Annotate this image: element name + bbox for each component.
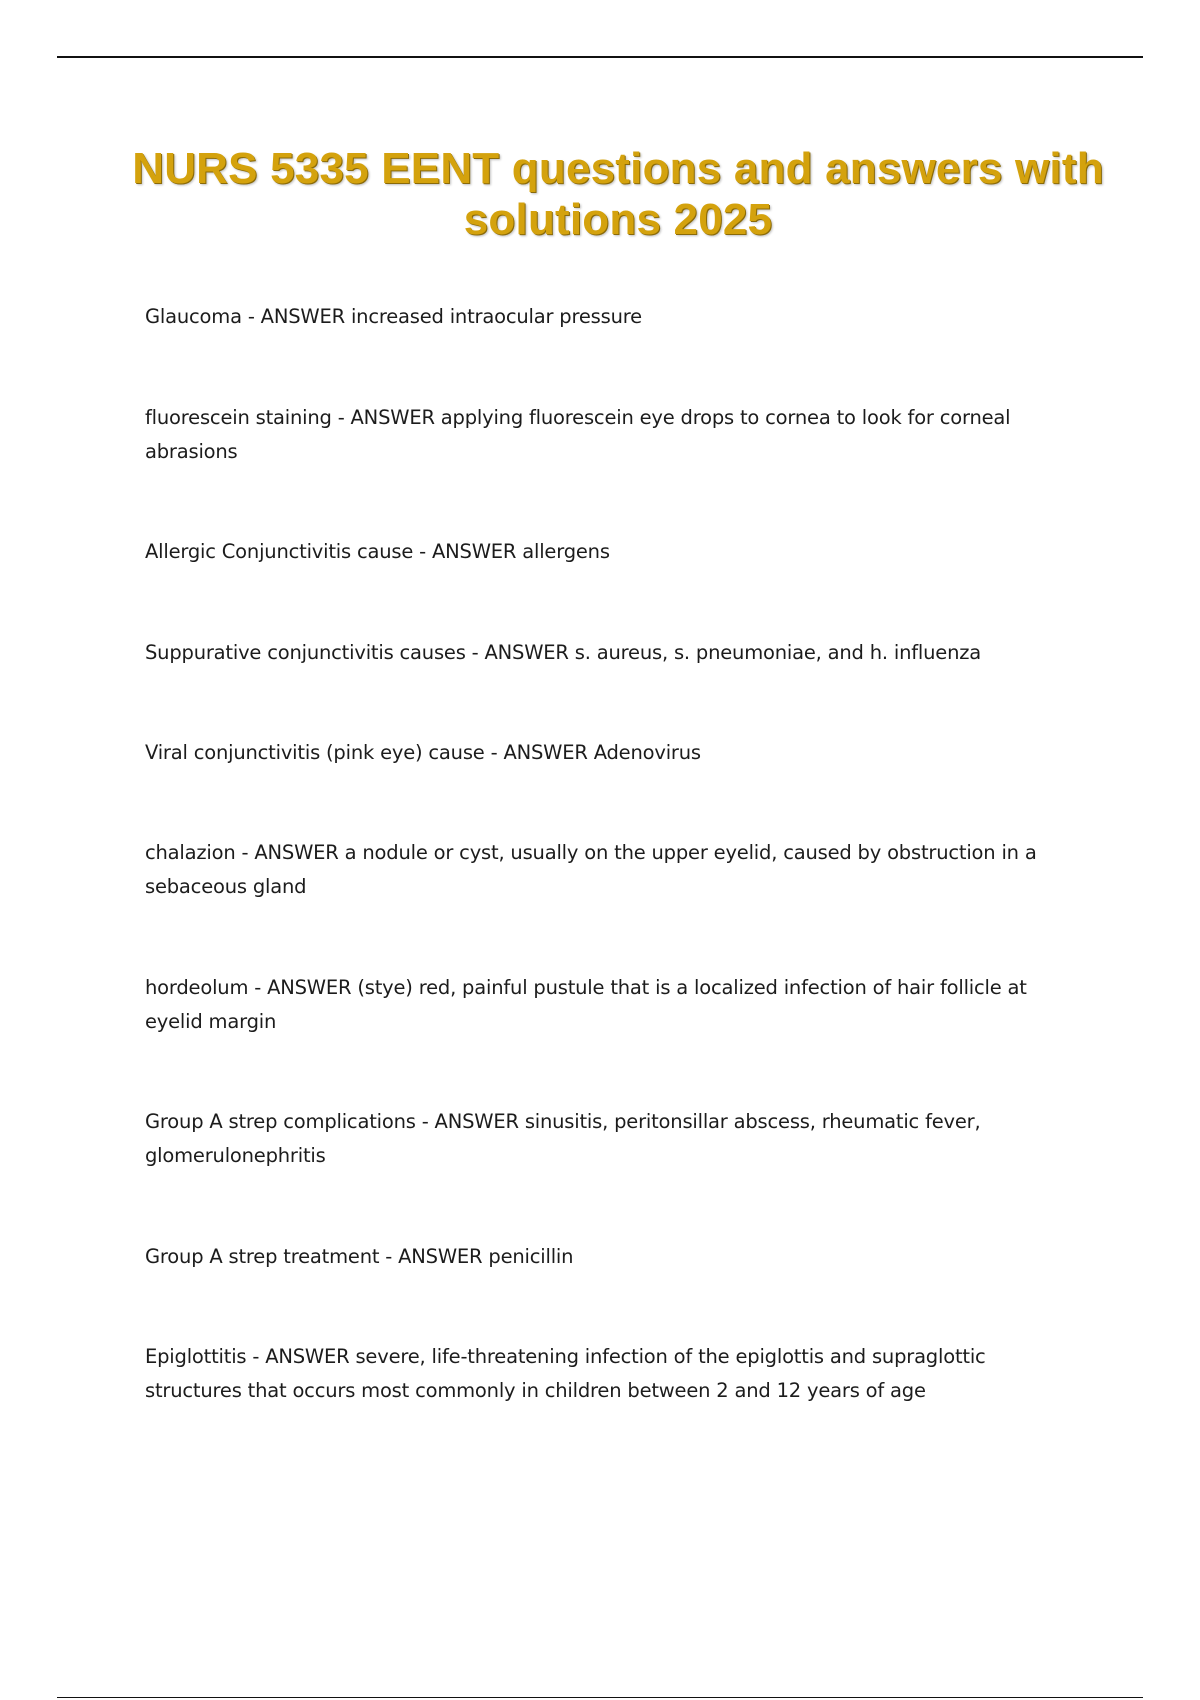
qa-separator: - ANSWER — [415, 1110, 525, 1133]
qa-item — [145, 836, 1065, 904]
qa-separator: - ANSWER — [484, 741, 594, 764]
qa-item — [145, 401, 1065, 469]
qa-answer: increased intraocular pressure — [350, 305, 642, 328]
qa-answer: penicillin — [488, 1245, 574, 1268]
qa-answer: severe, life-threatening infection of the epiglottis and supraglottic structures that occurs most commonly in children between 2 and 12 years of age — [145, 1345, 986, 1402]
qa-answer: a nodule or cyst, usually on the upper eyelid, caused by obstruction in a sebaceous gland — [145, 841, 1037, 898]
qa-separator: - ANSWER — [465, 641, 575, 664]
qa-separator: - ANSWER — [379, 1245, 489, 1268]
qa-answer: allergens — [522, 540, 610, 563]
qa-term: Allergic Conjunctivitis cause — [145, 540, 414, 563]
qa-term: hordeolum — [145, 976, 249, 999]
qa-separator: - ANSWER — [235, 841, 345, 864]
qa-term: Glaucoma — [145, 305, 242, 328]
bottom-rule — [57, 1697, 1143, 1698]
qa-term: Group A strep treatment — [145, 1245, 380, 1268]
qa-term: Viral conjunctivitis (pink eye) cause — [145, 741, 485, 764]
document-title: NURS 5335 EENT questions and answers with solutions 2025 — [132, 144, 1104, 244]
qa-answer: Adenovirus — [593, 741, 701, 764]
qa-answer: s. aureus, s. pneumoniae, and h. influenza — [574, 641, 982, 664]
qa-separator: - ANSWER — [248, 976, 358, 999]
top-rule — [57, 56, 1143, 58]
qa-item — [145, 1105, 1065, 1173]
qa-item — [145, 535, 1065, 569]
qa-separator: - ANSWER — [331, 406, 441, 429]
qa-item — [145, 971, 1065, 1039]
qa-term: Group A strep complications — [145, 1110, 416, 1133]
qa-item — [145, 1340, 1065, 1408]
qa-answer: sinusitis, peritonsillar abscess, rheumatic fever, glomerulonephritis — [145, 1110, 981, 1167]
qa-term: Epiglottitis — [145, 1345, 247, 1368]
qa-term: fluorescein staining — [145, 406, 332, 429]
qa-item — [145, 300, 1065, 334]
qa-separator: - ANSWER — [246, 1345, 356, 1368]
qa-item — [145, 736, 1065, 770]
qa-separator: - ANSWER — [241, 305, 351, 328]
qa-item — [145, 1240, 1065, 1274]
qa-item — [145, 636, 1065, 670]
qa-term: chalazion — [145, 841, 236, 864]
qa-answer: applying fluorescein eye drops to cornea to look for corneal abrasions — [145, 406, 1011, 463]
qa-answer: (stye) red, painful pustule that is a localized infection of hair follicle at eyelid margin — [145, 976, 1027, 1033]
qa-term: Suppurative conjunctivitis causes — [145, 641, 466, 664]
qa-separator: - ANSWER — [413, 540, 523, 563]
